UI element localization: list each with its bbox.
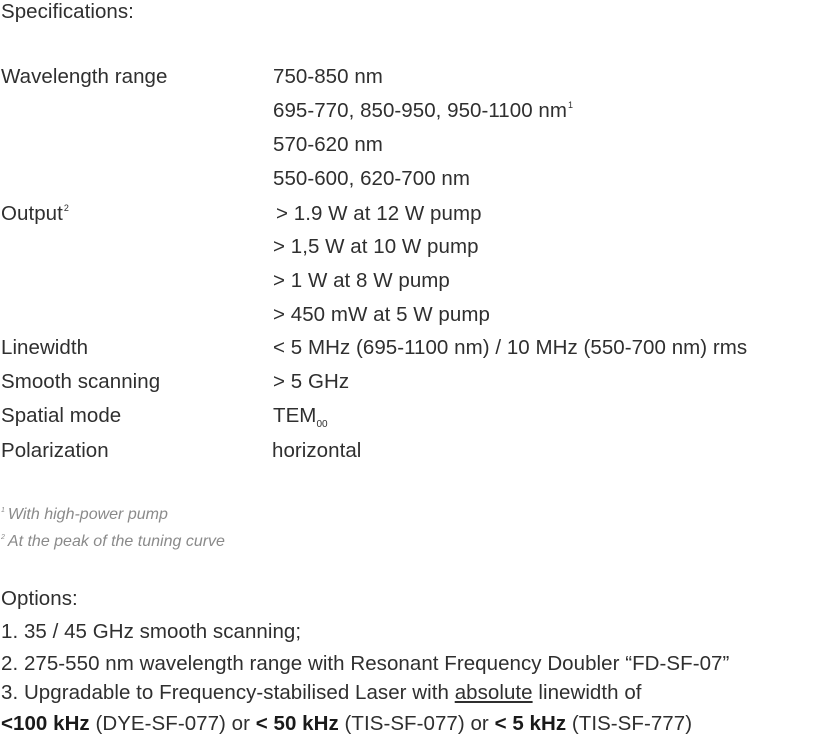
option-text-1: (DYE-SF-077) or [89,712,256,735]
spatial-mode-value [273,404,328,428]
option-text-2: (TIS-SF-077) or [338,712,495,735]
option-item-3-underlined: absolute [454,681,533,704]
output-label-text: Output [1,202,63,225]
option-item-1: 1. 35 / 45 GHz smooth scanning; [1,620,302,643]
specifications-heading: Specifications: [1,0,134,23]
footnote-mark-1: 1 [568,100,574,110]
output-value-2: > 1,5 W at 10 W pump [273,235,479,258]
footnote-1-text: With high-power pump [7,506,168,523]
wavelength-value-1: 750-850 nm [273,65,383,88]
footnote-1-mark: 1 [1,507,5,514]
spatial-mode-subscript: 00 [316,419,328,430]
wavelength-value-2-text: 695-770, 850-950, 950-1100 nm [273,99,567,122]
output-label [1,202,69,226]
option-bold-3: < 5 kHz [494,712,567,735]
option-item-3-suffix: linewidth of [532,681,642,704]
polarization-value: horizontal [272,439,362,462]
output-value-4: > 450 mW at 5 W pump [273,303,490,326]
smooth-scanning-value: > 5 GHz [273,370,350,393]
option-bold-2: < 50 kHz [255,712,339,735]
option-item-3 [1,681,642,705]
output-value-3: > 1 W at 8 W pump [273,269,450,292]
linewidth-value: < 5 MHz (695-1100 nm) / 10 MHz (550-700 nm) rms [273,336,748,359]
option-item-3-prefix: 3. Upgradable to Frequency-stabilised Laser with [1,681,455,704]
wavelength-range-label: Wavelength range [1,65,168,88]
spatial-mode-text: TEM [273,404,317,427]
option-bold-1: <100 kHz [1,712,90,735]
footnote-2-mark: 2 [1,534,5,541]
footnote-2 [1,532,225,552]
output-value-1: > 1.9 W at 12 W pump [276,202,482,225]
polarization-label: Polarization [1,439,109,462]
spatial-mode-label: Spatial mode [1,404,122,427]
options-heading: Options: [1,587,78,610]
wavelength-value-4: 550-600, 620-700 nm [273,167,470,190]
option-text-3: (TIS-SF-777) [566,712,693,735]
footnote-2-text: At the peak of the tuning curve [7,533,225,550]
option-item-3-line2 [1,712,692,736]
wavelength-value-3: 570-620 nm [273,133,383,156]
footnote-1 [1,505,168,525]
smooth-scanning-label: Smooth scanning [1,370,161,393]
linewidth-label: Linewidth [1,336,89,359]
footnote-mark-2: 2 [63,203,69,213]
option-item-2: 2. 275-550 nm wavelength range with Resonant Frequency Doubler “FD-SF-07” [1,652,730,675]
wavelength-value-2 [273,99,573,123]
